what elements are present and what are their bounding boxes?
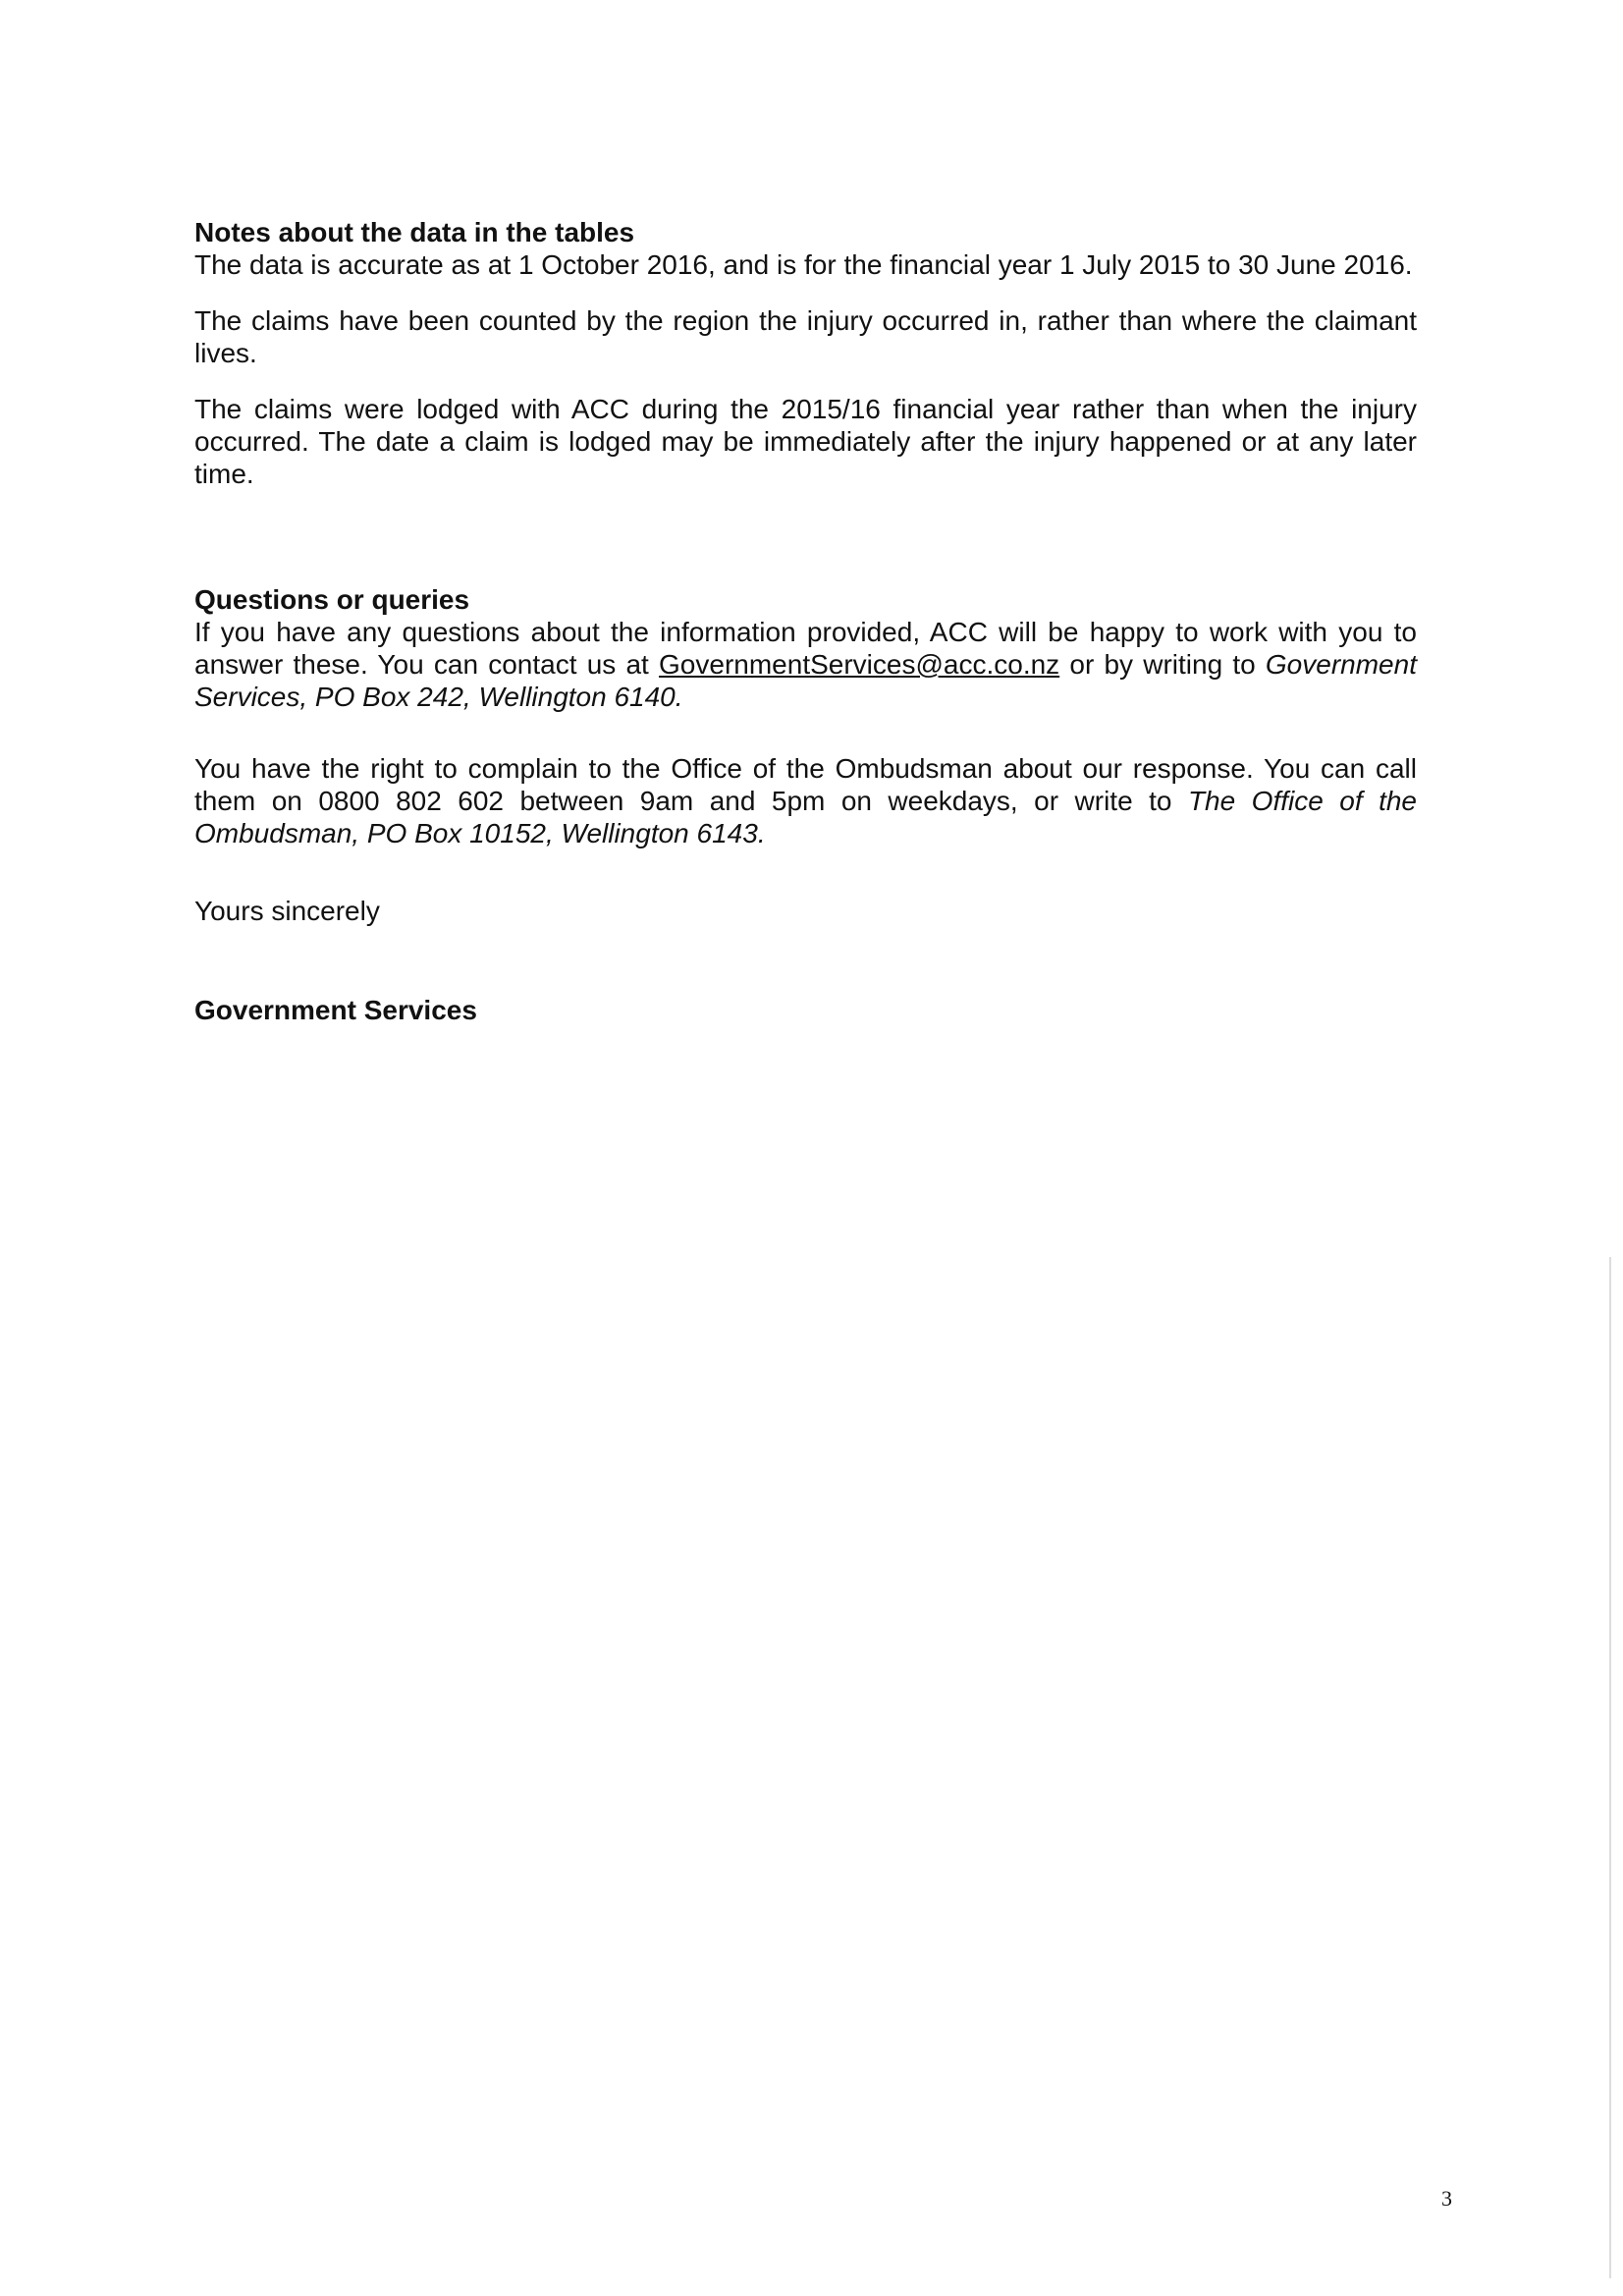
questions-text: If you have any questions about the information provided, ACC will be happy to work with you to answer these. You can contact us at [194,617,1417,680]
postal-address: Government Services, PO Box 242, Wellington 6140. [194,649,1417,712]
ombudsman-paragraph [194,752,1417,849]
questions-paragraph [194,616,1417,713]
notes-paragraph-3: The claims were lodged with ACC during the 2015/16 financial year rather than when the injury occurred. The date a claim is lodged may be immediately after the injury happened or at any later time. [194,394,1417,489]
signature: Government Services [194,995,477,1025]
questions-heading: Questions or queries [194,584,470,615]
questions-text-mid: or by writing to [1059,649,1266,680]
page-number: 3 [1441,2186,1452,2211]
email-link[interactable]: GovernmentServices@acc.co.nz [659,649,1060,680]
notes-section [194,216,1417,490]
notes-paragraph-2: The claims have been counted by the region the injury occurred in, rather than where the claimant lives. [194,305,1417,368]
ombudsman-address: The Office of the Ombudsman, PO Box 10152, Wellington 6143. [194,786,1418,848]
closing: Yours sincerely [194,896,380,926]
questions-section [194,583,1417,849]
notes-heading: Notes about the data in the tables [194,217,635,247]
scan-edge [1609,1257,1611,2278]
ombudsman-text: You have the right to complain to the Office of the Ombudsman about our response. You can call them on 0800 802 602 between 9am and 5pm on weekdays, or write to [194,753,1417,816]
notes-paragraph-1: The data is accurate as at 1 October 2016, and is for the financial year 1 July 2015 to 30 June 2016. [194,249,1413,280]
